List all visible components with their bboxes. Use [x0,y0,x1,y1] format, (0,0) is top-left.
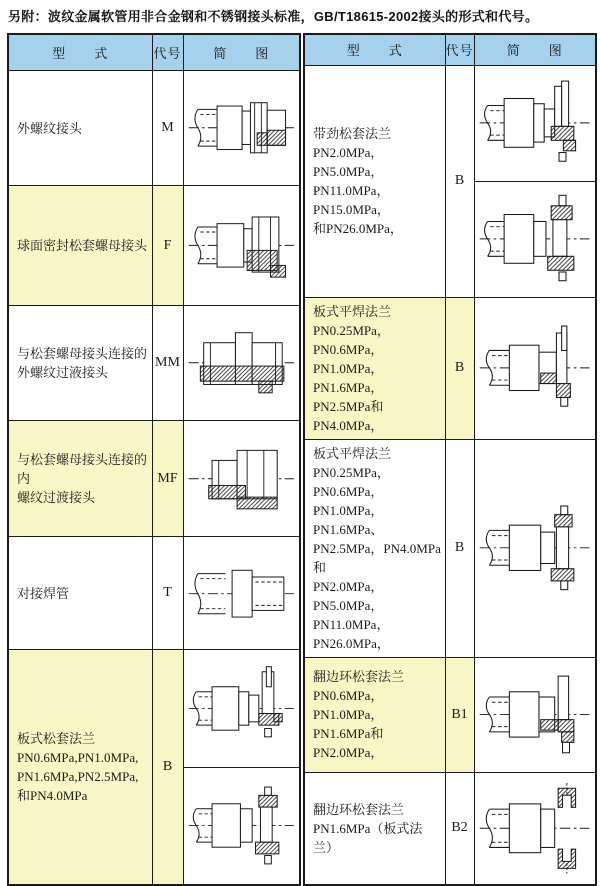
code-cell: B [445,297,474,439]
fitting-diagram [184,650,300,766]
table-row [8,421,300,537]
code-cell: B [445,65,474,297]
type-line: 板式平焊法兰 [313,445,392,461]
diagram-cell [474,772,596,885]
type-cell [8,186,152,305]
column-header-type: 型 式 [304,34,445,65]
type-cell [8,650,152,885]
table-row [8,186,300,305]
table-row [304,439,596,657]
column-header-type: 型 式 [8,34,152,70]
left-header-row [8,34,300,70]
diagram-cell [183,537,300,650]
type-cell [8,305,152,421]
table-row [8,305,300,421]
fitting-diagram [184,767,300,884]
type-line: PN0.25MPa，PN0.6MPa， [313,464,390,499]
fitting-diagram [475,298,596,439]
type-line: 翻边环松套法兰 [313,669,405,684]
fitting-diagram [184,306,300,421]
diagram-cell [474,297,596,439]
fitting-diagram [475,66,596,181]
type-line: PN2.0MPa，PN5.0MPa， [313,578,384,613]
type-line: 螺纹过渡接头 [17,490,96,506]
column-header-diagram: 简 图 [474,34,596,65]
type-line: PN1.6MPa,PN2.5MPa, [17,769,139,785]
diagram-cell [474,439,596,657]
diagram-cell [474,65,596,297]
type-line: PN0.6MPa，PN1.0MPa， [313,688,384,722]
type-line: 和PN26.0MPa， [313,221,403,236]
page-title: 另附：波纹金属软管用非合金钢和不锈钢接头标准，GB/T18615-2002接头的形式和代号。 [8,9,539,24]
type-line: 带劲松套法兰 [313,126,392,141]
type-line: 板式平焊法兰 [313,303,392,319]
table-row [304,657,596,772]
type-cell [8,537,152,650]
code-cell: B [152,650,183,885]
type-line: 球面密封松套螺母接头 [17,238,148,254]
diagram-cell [474,657,596,772]
type-cell [304,772,445,885]
diagram-cell [183,305,300,421]
diagram-cell [183,70,300,186]
right-header-row [304,34,596,65]
type-line: PN11.0MPa，PN15.0MPa， [313,183,390,217]
table-row [304,297,596,439]
type-cell [304,657,445,772]
type-line: 外螺纹接头 [17,120,83,136]
left-table [7,33,301,886]
code-cell: B [445,439,474,657]
table-row [304,65,596,297]
table-row [304,772,596,885]
type-line: PN2.5MPa和PN4.0MPa， [313,398,384,433]
tables-container [7,33,597,886]
fitting-diagram [475,440,596,657]
type-line: 板式松套法兰 [17,731,96,747]
column-header-diagram: 简 图 [183,34,300,70]
code-cell: MM [152,305,183,421]
type-line: PN2.0MPa，PN5.0MPa， [313,145,384,179]
type-line: 外螺纹过液接头 [17,365,109,381]
type-line: PN0.6MPa,PN1.0MPa, [17,750,139,766]
code-cell: T [152,537,183,650]
column-header-code: 代号 [445,34,474,65]
type-cell [8,421,152,537]
diagram-cell [183,650,300,885]
table-row [8,537,300,650]
type-line: PN0.25MPa，PN0.6MPa， [313,322,390,357]
code-cell: B1 [445,657,474,772]
code-cell: B2 [445,772,474,885]
type-line: PN1.0MPa，PN1.6MPa、 [313,502,384,537]
type-line: PN1.6MPa（板式法兰） [313,820,423,855]
fitting-diagram [475,773,596,885]
code-cell: M [152,70,183,186]
code-cell: F [152,186,183,305]
type-line: 和PN4.0MPa [17,788,88,804]
type-line: PN1.6MPa和PN2.0MPa， [313,726,384,760]
type-line: 翻边环松套法兰 [313,801,405,817]
type-cell [8,70,152,186]
fitting-diagram [184,421,300,536]
type-line: 与松套螺母接头连接的 [17,346,148,362]
table-row [8,70,300,186]
fitting-diagram [475,658,596,772]
fitting-diagram [184,71,300,186]
type-line: 对接焊管 [17,585,70,601]
type-line: 与松套螺母接头连接的内 [17,452,148,487]
type-cell [304,65,445,297]
fitting-diagram [184,186,300,304]
diagram-cell [183,186,300,305]
table-row [8,650,300,885]
type-line: PN11.0MPa，PN26.0MPa， [313,616,390,651]
type-cell [304,439,445,657]
type-cell [304,297,445,439]
diagram-cell [183,421,300,537]
fitting-diagram [475,181,596,297]
right-table [303,33,597,886]
type-line: PN2.5MPa，PN4.0MPa和 [313,540,441,575]
column-header-code: 代号 [152,34,183,70]
code-cell: MF [152,421,183,537]
fitting-diagram [184,537,300,649]
type-line: PN1.0MPa，PN1.6MPa， [313,360,384,395]
